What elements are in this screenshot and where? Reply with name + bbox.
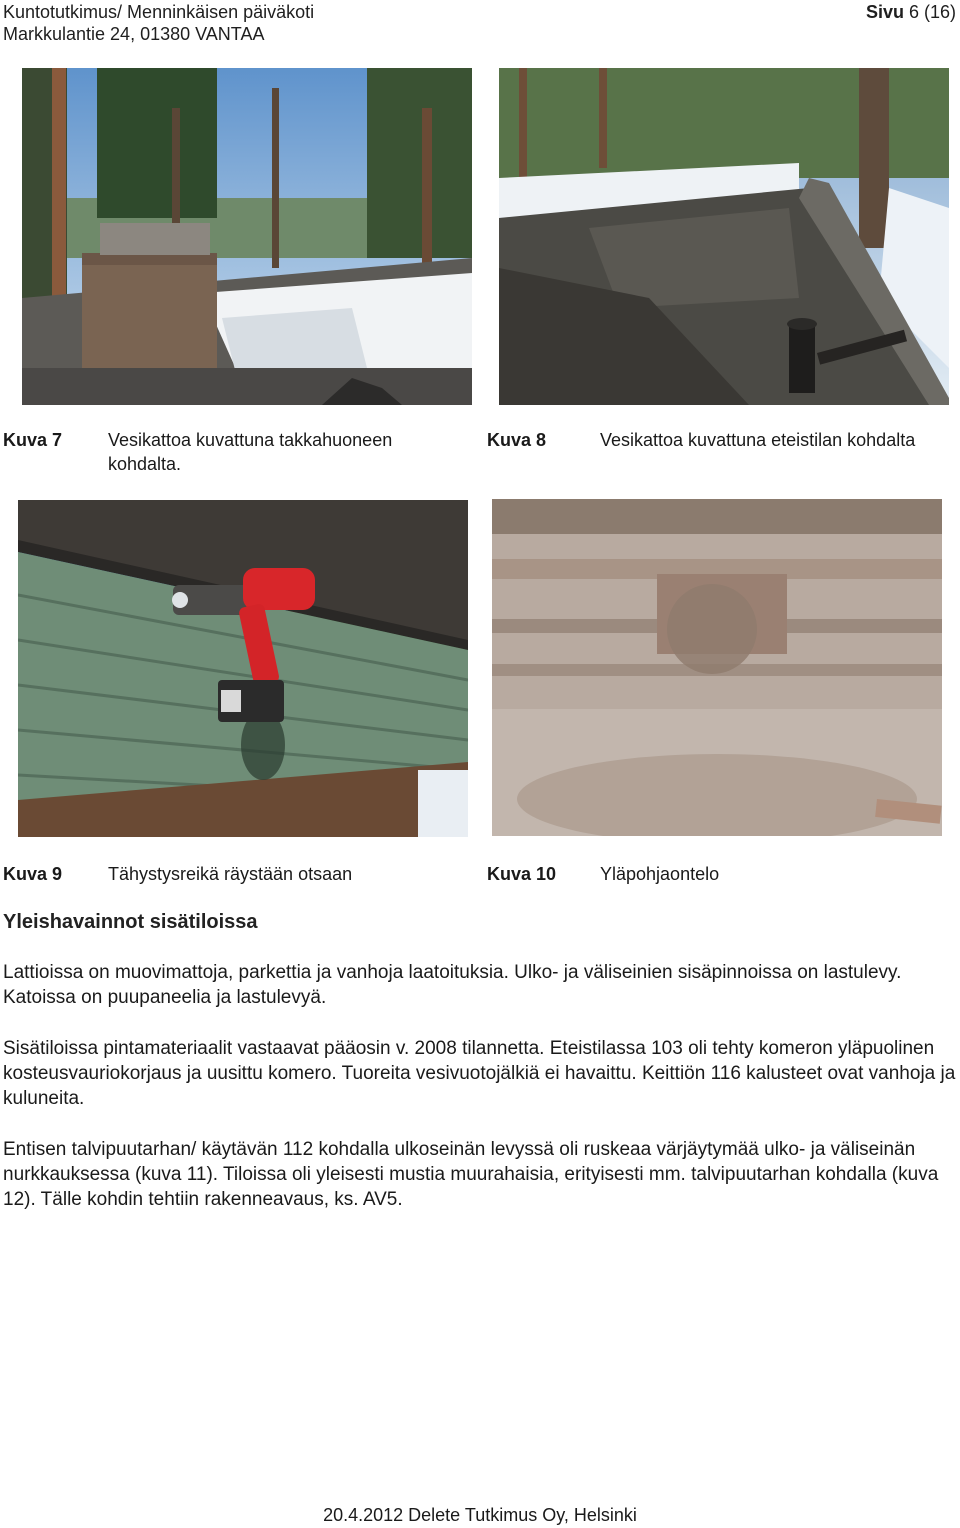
document-address: Markkulantie 24, 01380 VANTAA: [3, 24, 265, 44]
paragraph-observations: Entisen talvipuutarhan/ käytävän 112 kohdalla ulkoseinän levyssä oli ruskeaa värjäytymää ulko- ja väliseinän nurkkauksessa (kuva 11). Tiloissa oli yleisesti mustia muurahaisia, erityisesti mm. talvipuutarhan kohdalla (kuva 12). Tälle kohdin tehtiin rakenneavaus, ks. AV5.: [3, 1139, 939, 1210]
paragraph-condition: Sisätiloissa pintamateriaalit vastaavat pääosin v. 2008 tilannetta. Eteistilassa 103 oli tehty komeron yläpuolinen kosteusvauriokorjaus ja uusittu komero. Tuoreita vesivuotojälkiä ei havaittu. Keittiön 116 kalusteet ovat vanhoja ja kuluneita.: [3, 1038, 956, 1109]
photo-roof-fireplace-room: [22, 68, 472, 405]
figure-label-9: Kuva 9: [3, 864, 63, 884]
figure-caption-10: Yläpohjaontelo: [600, 864, 720, 884]
page-label: Sivu: [865, 2, 904, 22]
page-indicator: [866, 1, 956, 23]
photo-eaves-inspection-hole: [18, 500, 468, 837]
figure-label-7: Kuva 7: [3, 430, 63, 450]
section-heading: Yleishavainnot sisätiloissa: [3, 911, 258, 933]
page-footer: 20.4.2012 Delete Tutkimus Oy, Helsinki: [323, 1505, 637, 1525]
page-number: 6 (16): [908, 2, 956, 22]
figure-label-8: Kuva 8: [487, 430, 547, 450]
figure-label-10: Kuva 10: [487, 864, 557, 884]
figure-caption-7: Vesikattoa kuvattuna takkahuoneen kohdalta.: [108, 430, 393, 474]
photo-roof-entrance: [499, 68, 949, 405]
paragraph-materials: Lattioissa on muovimattoja, parkettia ja vanhoja laatoituksia. Ulko- ja väliseinien sisäpinnoissa on lastulevy. Katoissa on puupaneelia ja lastulevyä.: [3, 962, 902, 1008]
photo-attic-cavity: [492, 499, 942, 836]
figure-caption-8: Vesikattoa kuvattuna eteistilan kohdalta: [600, 430, 916, 450]
figure-caption-9: Tähystysreikä räystään otsaan: [108, 864, 353, 884]
document-title: Kuntotutkimus/ Menninkäisen päiväkoti: [3, 2, 315, 22]
